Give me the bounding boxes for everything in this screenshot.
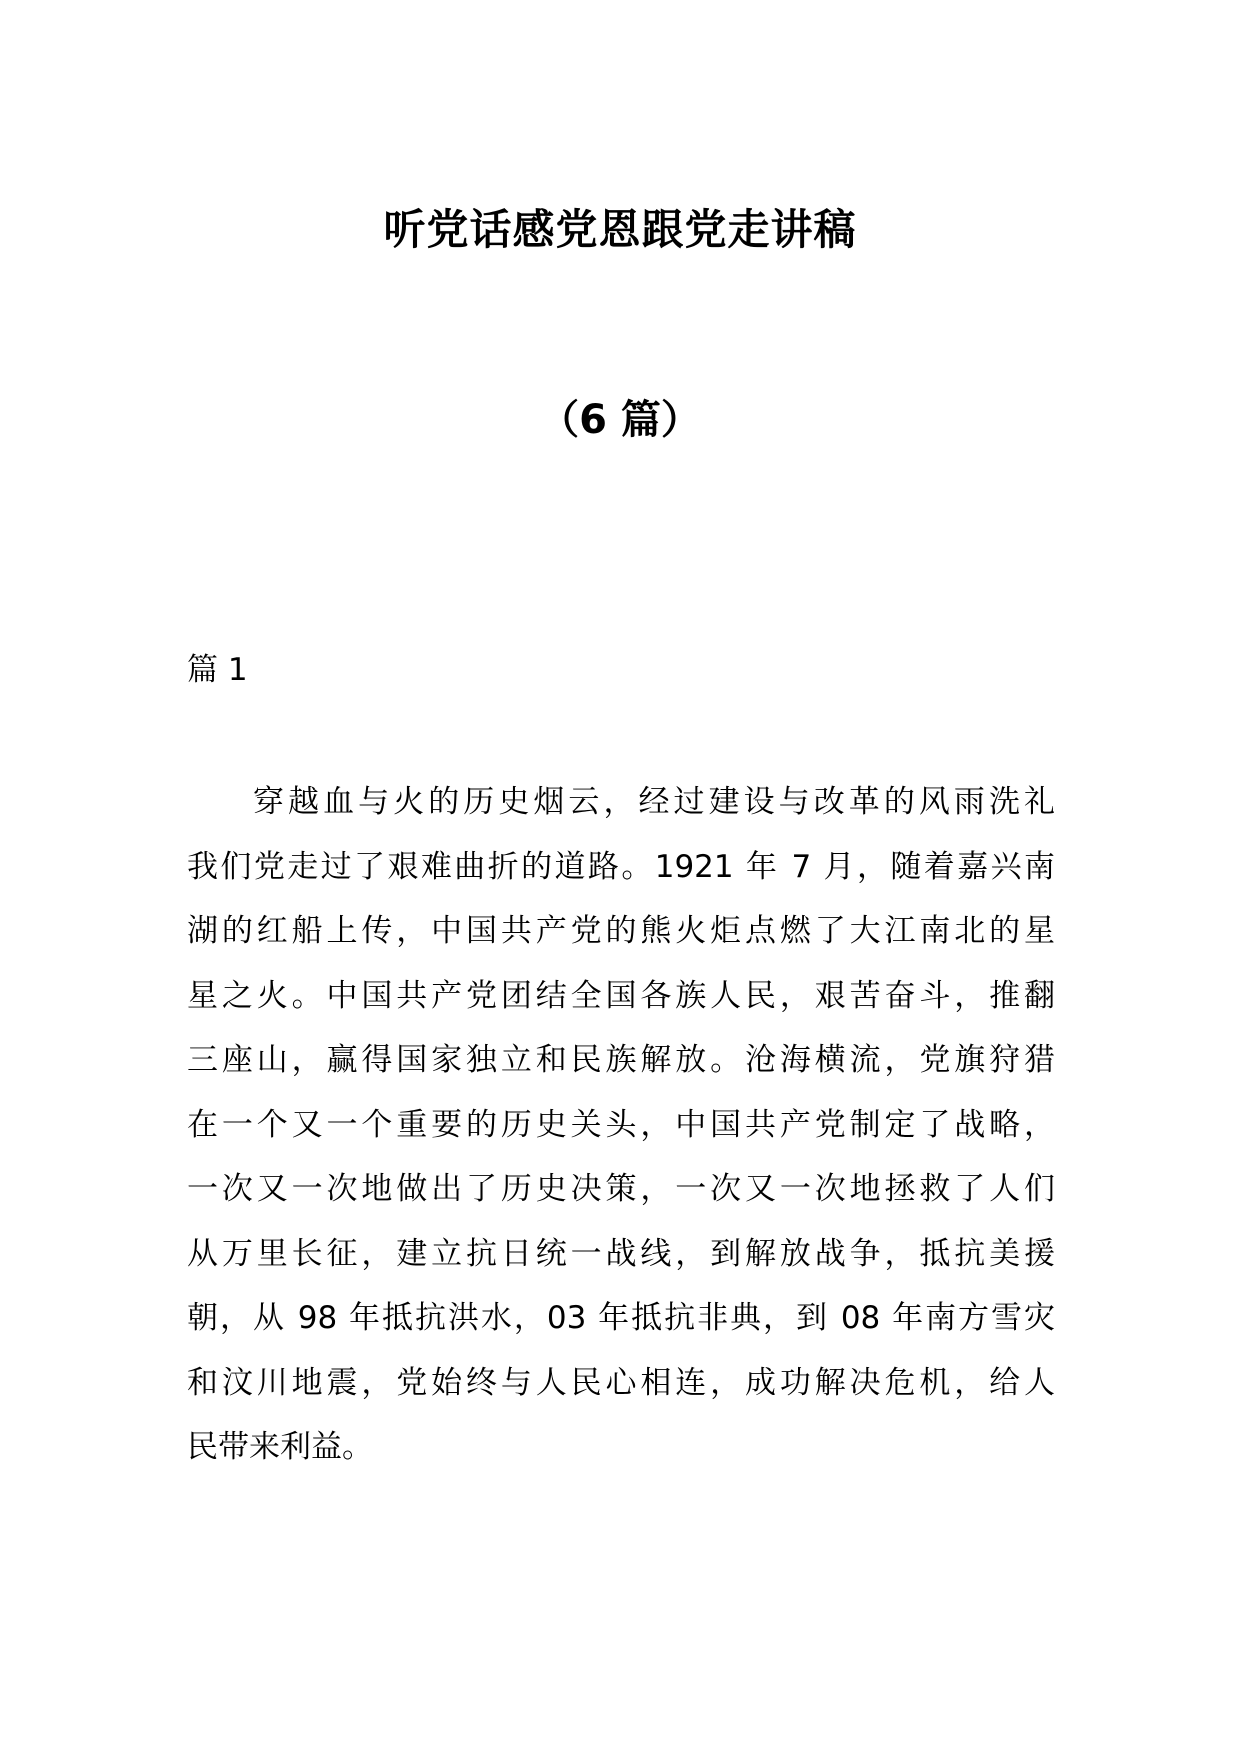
paragraph-line: 我们党走过了艰难曲折的道路。1921 年 7 月，随着嘉兴南 [187,848,1055,885]
section-label: 篇 1 [187,652,248,688]
paragraph-line: 湖的红船上传，中国共产党的熊火炬点燃了大江南北的星 [187,913,1055,949]
paragraph-line: 三座山，赢得国家独立和民族解放。沧海横流，党旗狩猎 [187,1042,1055,1078]
paragraph-line: 从万里长征，建立抗日统一战线，到解放战争，抵抗美援 [187,1235,1055,1272]
body-paragraph [187,770,1055,1480]
paragraph-line: 朝，从 98 年抵抗洪水，03 年抵抗非典，到 08 年南方雪灾 [187,1300,1055,1336]
document-subtitle: （6 篇） [539,397,701,443]
paragraph-line: 一次又一次地做出了历史决策，一次又一次地拯救了人们 [187,1171,1055,1207]
document-title: 听党话感党恩跟党走讲稿 [383,205,857,254]
paragraph-line: 穿越血与火的历史烟云，经过建设与改革的风雨洗礼 [253,784,1055,820]
paragraph-line: 民带来利益。 [187,1429,373,1465]
paragraph-line: 星之火。中国共产党团结全国各族人民，艰苦奋斗，推翻 [187,977,1055,1014]
paragraph-line: 在一个又一个重要的历史关头，中国共产党制定了战略， [187,1106,1055,1143]
paragraph-line: 和汶川地震，党始终与人民心相连，成功解决危机，给人 [187,1364,1055,1401]
